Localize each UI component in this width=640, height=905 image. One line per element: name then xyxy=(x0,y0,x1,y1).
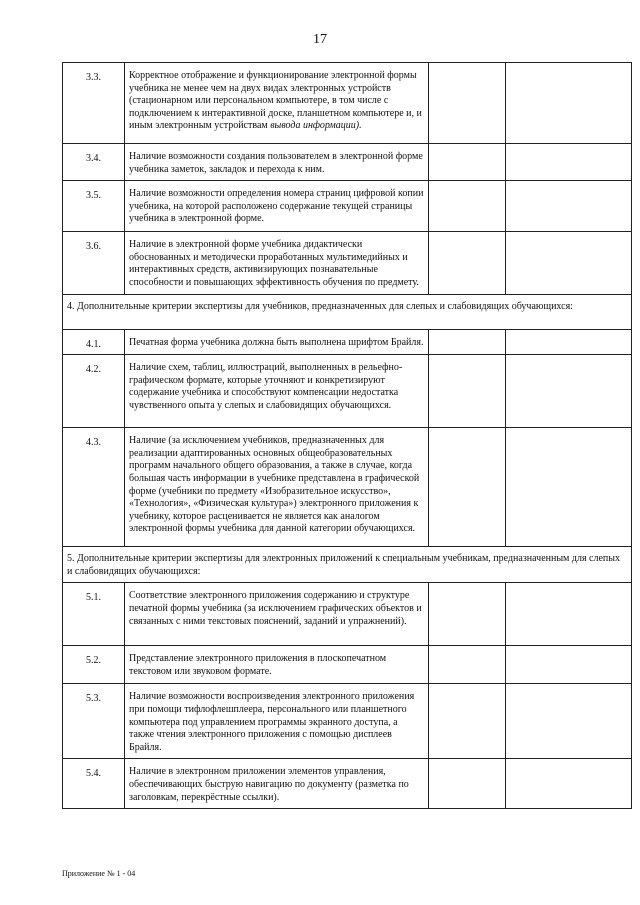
row-number: 4.1. xyxy=(63,330,125,355)
row-criterion-text: Соответствие электронного приложения содержанию и структуре печатной формы учебника (за исключением графических объектов и связанных с ними текстовых пояснений, заданий и упражнений). xyxy=(125,583,429,646)
table-row xyxy=(63,63,632,144)
row-number: 3.6. xyxy=(63,232,125,295)
page-number: 17 xyxy=(313,32,327,47)
comment-cell xyxy=(506,63,632,144)
row-number: 4.3. xyxy=(63,428,125,547)
page-footer: Приложение № 1 - 04 xyxy=(62,869,136,878)
row-criterion-text: Представление электронного приложения в плоскопечатном текстовом или звуковом формате. xyxy=(125,646,429,684)
table-row xyxy=(63,330,632,355)
comment-cell xyxy=(506,355,632,428)
table-row xyxy=(63,232,632,295)
row-criterion-text: Наличие в электронной форме учебника дидактически обоснованных и методически проработанных мультимедийных и интерактивных средств, активизирующих познавательные способности и повышающих эффективность обучения по предмету. xyxy=(125,232,429,295)
table-row xyxy=(63,759,632,809)
section-heading-row xyxy=(63,547,632,583)
evaluation-cell xyxy=(429,759,506,809)
evaluation-cell xyxy=(429,428,506,547)
evaluation-cell xyxy=(429,144,506,181)
row-criterion-text: Наличие (за исключением учебников, предназначенных для реализации адаптированных основных общеобразовательных программ начального общего образования, а также в случае, когда большая часть информации в учебнике представлена в графической форме (учебники по предмету «Изобразительное искусство», «Технология», «Физическая культура») электронного приложения к учебнику, которое расценивается не является как аналогом электронной формы учебника для данной категории обучающихся. xyxy=(125,428,429,547)
comment-cell xyxy=(506,684,632,759)
comment-cell xyxy=(506,646,632,684)
row-criterion-text: Печатная форма учебника должна быть выполнена шрифтом Брайля. xyxy=(125,330,429,355)
row-criterion-text: Наличие возможности создания пользователем в электронной форме учебника заметок, закладок и перехода к ним. xyxy=(125,144,429,181)
comment-cell xyxy=(506,330,632,355)
criterion-text: Корректное отображение и функционирование электронной формы учебника не менее чем на двух видах электронных устройств (стационарном или персональном компьютере, в том числе с подключением к интерактивной доске, планшетном компьютере и, и иным электронным устройствам xyxy=(129,70,422,132)
comment-cell xyxy=(506,232,632,295)
row-criterion-text: Наличие возможности воспроизведения электронного приложения при помощи тифлофлешплеера, персонального или планшетного компьютера под управлением программы экранного доступа, а также чтения электронного приложения с помощью дисплеев Брайля. xyxy=(125,684,429,759)
table-row xyxy=(63,428,632,547)
row-number: 5.3. xyxy=(63,684,125,759)
row-criterion-text: Наличие в электронном приложении элементов управления, обеспечивающих быструю навигацию по документу (разметка по заголовкам, перекрёстные ссылки). xyxy=(125,759,429,809)
table-row xyxy=(63,181,632,232)
evaluation-cell xyxy=(429,684,506,759)
row-number: 5.1. xyxy=(63,583,125,646)
criteria-table xyxy=(62,62,632,809)
evaluation-cell xyxy=(429,330,506,355)
table-row xyxy=(63,355,632,428)
row-number: 5.2. xyxy=(63,646,125,684)
comment-cell xyxy=(506,181,632,232)
section-heading-row xyxy=(63,295,632,330)
table-row xyxy=(63,684,632,759)
table-row xyxy=(63,144,632,181)
comment-cell xyxy=(506,428,632,547)
row-number: 3.4. xyxy=(63,144,125,181)
comment-cell xyxy=(506,759,632,809)
comment-cell xyxy=(506,144,632,181)
criterion-text-italic: вывода информации). xyxy=(270,120,362,132)
evaluation-cell xyxy=(429,63,506,144)
row-number: 3.3. xyxy=(63,63,125,144)
section-heading: 5. Дополнительные критерии экспертизы для электронных приложений к специальным учебникам, предназначенным для слепых и слабовидящих обучающихся: xyxy=(63,547,632,583)
table-row xyxy=(63,583,632,646)
comment-cell xyxy=(506,583,632,646)
row-number: 4.2. xyxy=(63,355,125,428)
row-criterion-text: Наличие возможности определения номера страниц цифровой копии учебника, на которой расположено содержание текущей страницы учебника в электронной форме. xyxy=(125,181,429,232)
row-criterion-text xyxy=(125,63,429,144)
evaluation-cell xyxy=(429,583,506,646)
row-number: 5.4. xyxy=(63,759,125,809)
row-number: 3.5. xyxy=(63,181,125,232)
evaluation-cell xyxy=(429,355,506,428)
row-criterion-text: Наличие схем, таблиц, иллюстраций, выполненных в рельефно-графическом формате, которые уточняют и конкретизируют содержание учебника и способствуют компенсации недостатка чувственного опыта у слепых и слабовидящих обучающихся. xyxy=(125,355,429,428)
evaluation-cell xyxy=(429,232,506,295)
evaluation-cell xyxy=(429,646,506,684)
evaluation-cell xyxy=(429,181,506,232)
section-heading: 4. Дополнительные критерии экспертизы для учебников, предназначенных для слепых и слабовидящих обучающихся: xyxy=(63,295,632,330)
table-row xyxy=(63,646,632,684)
